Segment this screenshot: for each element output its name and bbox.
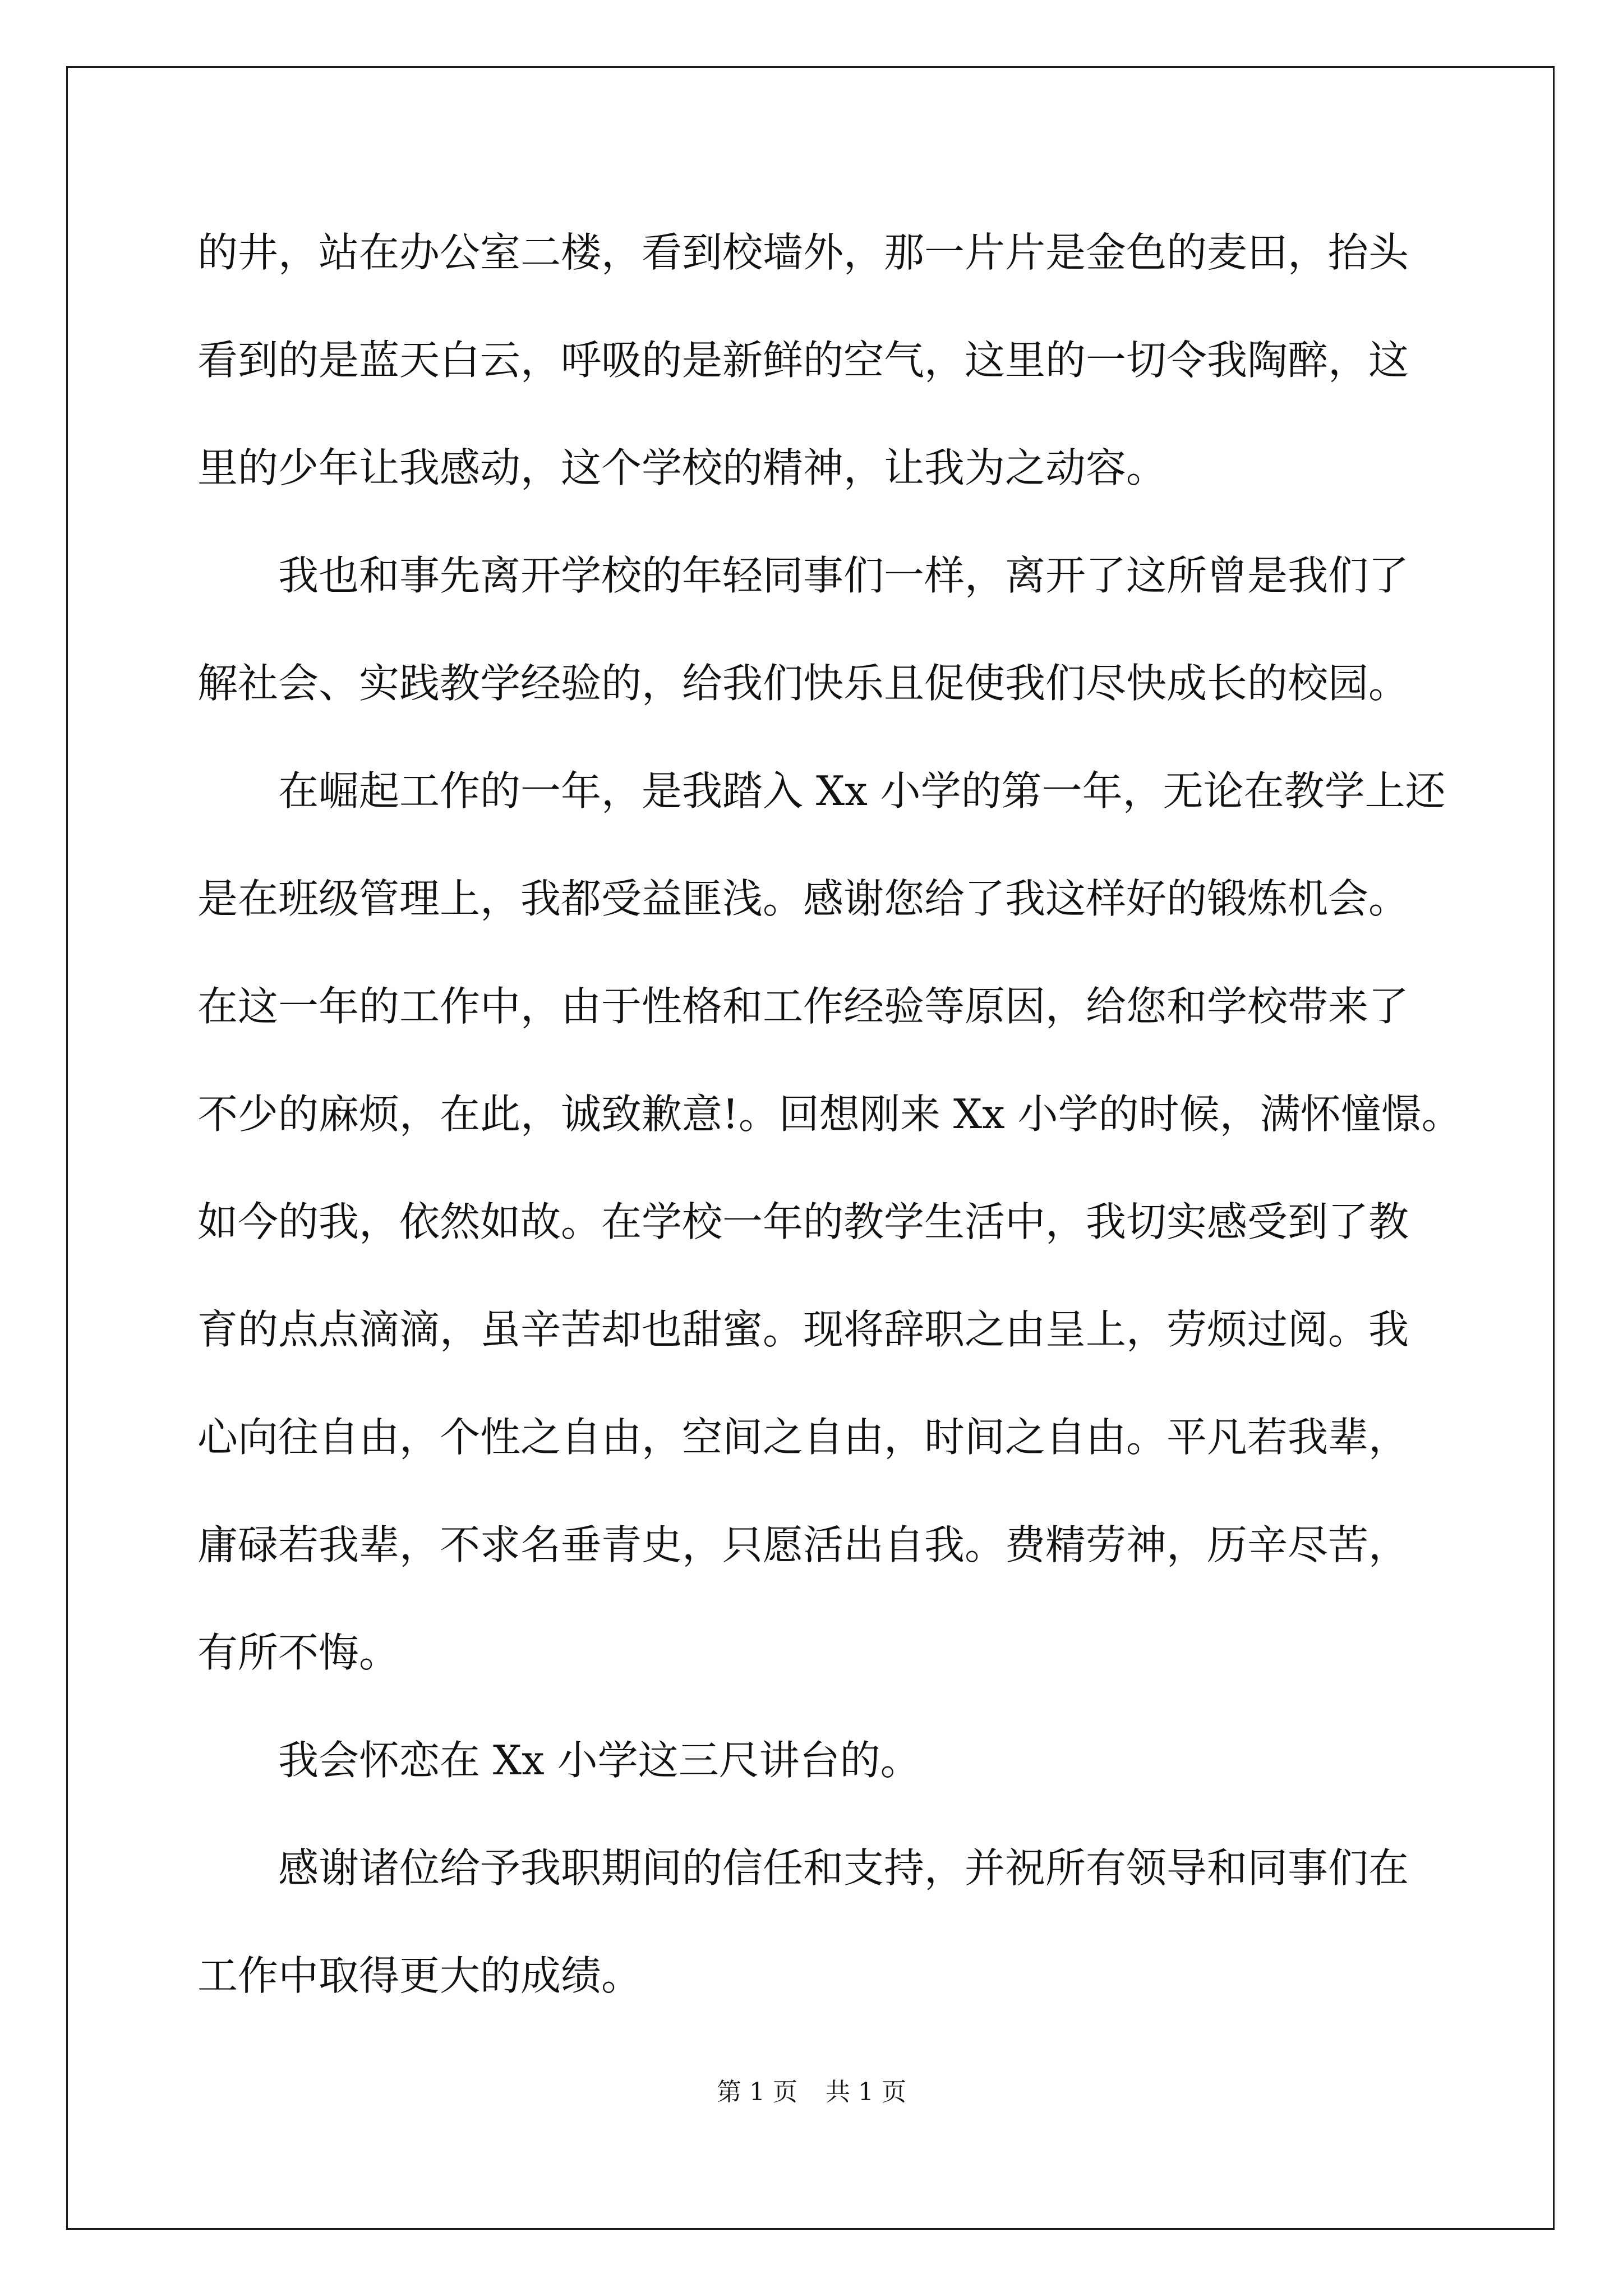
text-line: 感谢诸位给予我职期间的信任和支持，并祝所有领导和同事们在	[197, 1844, 1409, 1892]
page-border	[66, 66, 1555, 2230]
text-line: 我会怀恋在 Xx 小学这三尺讲台的。	[197, 1737, 921, 1784]
text-line: 里的少年让我感动，这个学校的精神，让我为之动容。	[197, 444, 1167, 491]
text-line: 的井，站在办公室二楼，看到校墙外，那一片片是金色的麦田，抬头	[197, 229, 1409, 276]
text-line: 是在班级管理上，我都受益匪浅。感谢您给了我这样好的锻炼机会。	[197, 875, 1409, 922]
page-number-current: 第 1 页	[717, 2078, 797, 2106]
page-footer	[0, 2076, 1623, 2109]
text-line: 我也和事先离开学校的年轻同事们一样，离开了这所曾是我们了	[197, 552, 1409, 599]
text-line: 有所不悔。	[197, 1629, 400, 1676]
text-line: 工作中取得更大的成绩。	[197, 1952, 642, 1999]
text-line: 在这一年的工作中，由于性格和工作经验等原因，给您和学校带来了	[197, 983, 1409, 1030]
text-line: 不少的麻烦，在此，诚致歉意!。回想刚来 Xx 小学的时候，满怀憧憬。	[197, 1091, 1462, 1138]
text-line: 看到的是蓝天白云，呼吸的是新鲜的空气，这里的一切令我陶醉，这	[197, 337, 1409, 384]
text-line: 育的点点滴滴，虽辛苦却也甜蜜。现将辞职之由呈上，劳烦过阅。我	[197, 1306, 1409, 1353]
text-line: 解社会、实践教学经验的，给我们快乐且促使我们尽快成长的校园。	[197, 660, 1409, 707]
text-line: 在崛起工作的一年，是我踏入 Xx 小学的第一年，无论在教学上还	[197, 767, 1446, 815]
text-line: 如今的我，依然如故。在学校一年的教学生活中，我切实感受到了教	[197, 1198, 1409, 1245]
page-number-total: 共 1 页	[826, 2078, 906, 2106]
text-line: 心向往自由，个性之自由，空间之自由，时间之自由。平凡若我辈，	[197, 1414, 1409, 1461]
text-line: 庸碌若我辈，不求名垂青史，只愿活出自我。费精劳神，历辛尽苦，	[197, 1521, 1409, 1568]
